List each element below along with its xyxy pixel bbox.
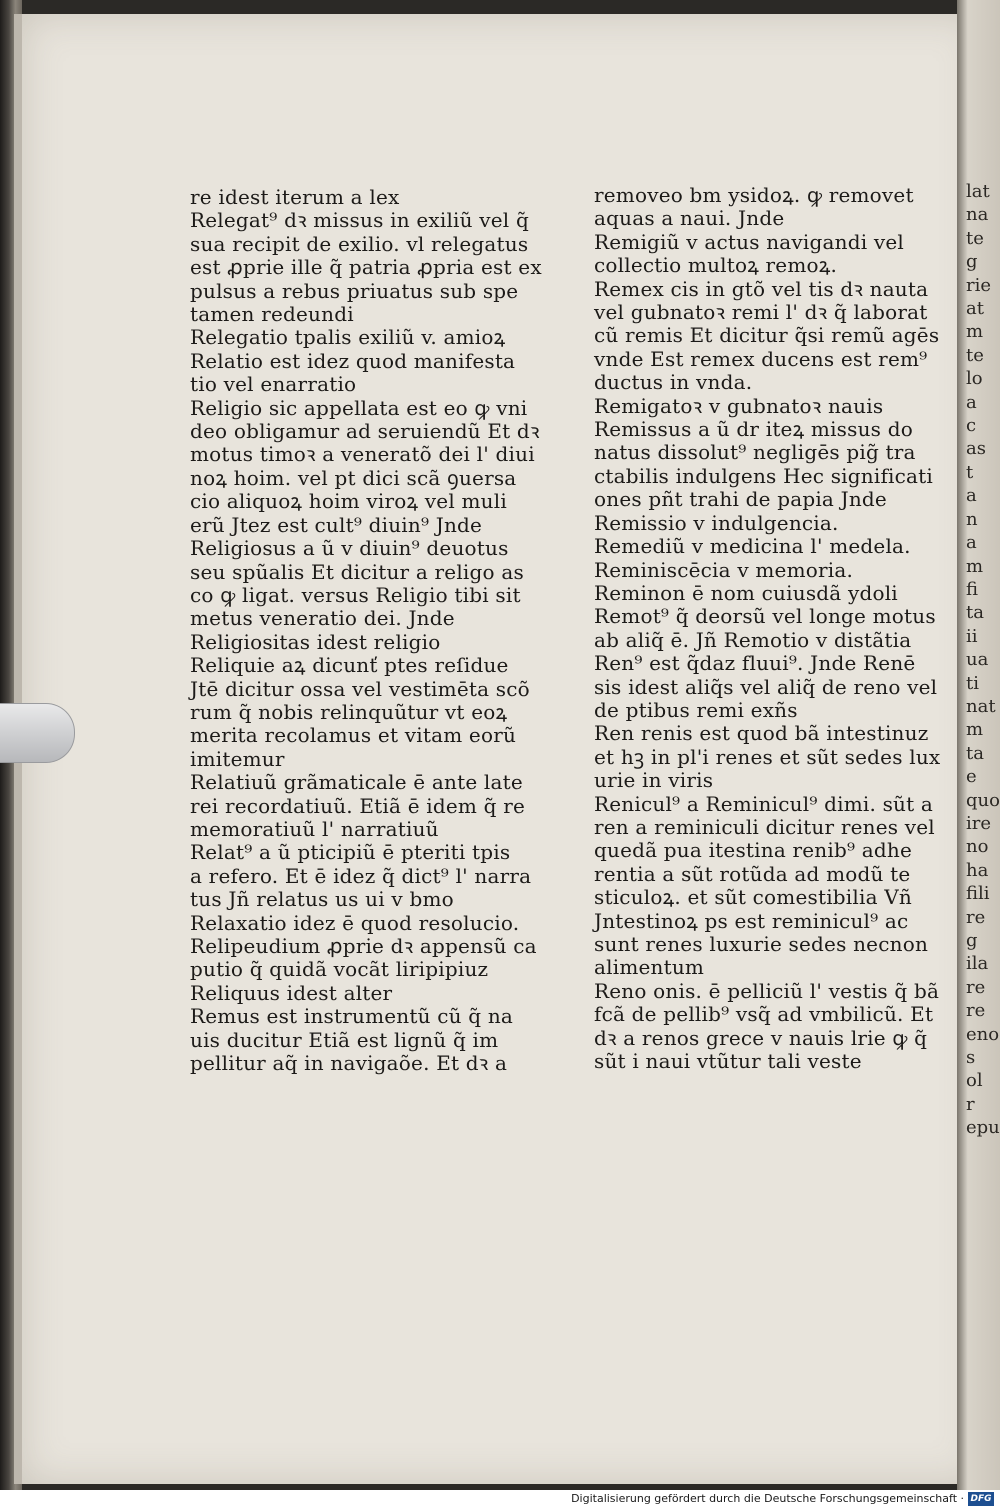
text-line: Reno onis. ē pelliciũ l' vestis q̃ bã — [594, 978, 940, 1003]
margin-fragment: as — [966, 438, 986, 460]
text-line: removeo bm ysidoꝝ. ꝙ removet — [594, 183, 914, 207]
margin-fragment: quo — [966, 789, 1000, 811]
margin-fragment: m — [966, 555, 984, 577]
margin-fragment: no — [966, 836, 989, 858]
text-line: Remot⁹ q̃ deorsũ vel longe motus — [594, 604, 936, 629]
text-line: tio vel enarratio — [190, 372, 357, 397]
text-column-right — [594, 183, 941, 1074]
text-line: Ren renis est quod bã intestinuz — [594, 721, 929, 746]
text-line: cio aliquoꝝ hoim viroꝝ vel muli — [190, 489, 507, 514]
margin-fragment: m — [966, 321, 984, 343]
text-line: a refero. Et ē idez q̃ dict⁹ l' narra — [190, 863, 532, 888]
margin-fragment: ta — [966, 602, 984, 624]
margin-fragment: a — [966, 391, 977, 413]
text-line: Jntestinoꝝ ps est reminicul⁹ ac — [594, 908, 909, 933]
text-line: Reliquie aꝝ dicunť ptes reſidue — [190, 653, 509, 678]
text-line: noꝝ hoim. vel pt dici scã ꝯuersa — [190, 465, 517, 490]
margin-fragment: e — [966, 766, 977, 788]
facing-page-text-fragments — [966, 180, 1000, 1140]
margin-fragment: a — [966, 485, 977, 507]
text-line: tamen redeundi — [190, 302, 354, 327]
text-line: Remissus a ũ dr iteꝝ missus do — [594, 417, 913, 442]
margin-fragment: re — [966, 976, 986, 998]
margin-fragment: ii — [966, 625, 978, 647]
text-line: ones pñt trahi de papia Jnde — [594, 487, 887, 512]
margin-fragment: ta — [966, 742, 984, 764]
margin-fragment: ti — [966, 672, 979, 694]
text-line: aquas a naui. Jnde — [594, 206, 785, 231]
text-line: metus veneratio dei. Jnde — [190, 606, 455, 631]
text-line: Reminiscēcia v memoria. — [594, 557, 854, 582]
footer-credit: Digitalisierung gefördert durch die Deutsche Forschungsgemeinschaft · — [571, 1492, 964, 1505]
text-line: tus Jñ relatus us ui v bmo — [190, 887, 454, 912]
text-line: Religio sic appellata est eo ꝙ vni — [190, 395, 528, 420]
text-line: Renicul⁹ a Reminicul⁹ dimi. sũt a — [594, 791, 934, 816]
text-line: urie in viris — [594, 768, 714, 793]
margin-fragment: ua — [966, 649, 989, 671]
dfg-logo: DFG — [968, 1492, 994, 1506]
text-line: motus timoꝛ a veneratõ dei l' diui — [190, 442, 535, 467]
text-line: Remus est instrumentũ cũ q̃ na — [190, 1004, 514, 1029]
margin-fragment: re — [966, 906, 986, 928]
margin-fragment: at — [966, 298, 984, 320]
text-line: collectio multoꝝ remoꝝ. — [594, 253, 838, 278]
margin-fragment: g — [966, 251, 978, 273]
margin-fragment: m — [966, 719, 984, 741]
text-line: vnde Est remex ducens est rem⁹ — [594, 346, 928, 371]
margin-fragment: te — [966, 344, 984, 366]
text-line: Reminon ē nom cuiusdã ydoli — [594, 580, 898, 605]
text-line: Relegatio tpalis exiliũ v. amioꝝ — [190, 325, 506, 350]
margin-fragment: re — [966, 1000, 986, 1022]
text-line: erũ Jtez est cult⁹ diuin⁹ Jnde — [190, 512, 483, 537]
text-line: Relatio est idez quod manifesta — [190, 348, 516, 373]
text-line: Remex cis in gtõ vel tis dꝛ nauta — [594, 276, 929, 301]
text-line: sis idest aliq̃s vel aliq̃ de reno vel — [594, 674, 938, 699]
text-line: Religiosus a ũ v diuin⁹ deuotus — [190, 536, 509, 561]
text-line: memoratiuũ l' narratiuũ — [190, 816, 439, 841]
text-line: ctabilis indulgens Hec significati — [594, 463, 934, 488]
text-line: rei recordatiuũ. Etiã ē idem q̃ re — [190, 793, 526, 818]
margin-fragment: t — [966, 461, 974, 483]
text-line: merita recolamus et vitam eorũ — [190, 723, 517, 748]
text-line: Religiositas idest religio — [190, 629, 441, 654]
margin-fragment: fili — [966, 883, 990, 905]
text-line: ab aliq̃ ē. Jñ Remotio v distãtia — [594, 627, 912, 652]
text-line: Remigiũ v actus navigandi vel — [594, 229, 905, 254]
text-line: Remediũ v medicina l' medela. — [594, 534, 911, 559]
text-line: vel gubnatoꝛ remi l' dꝛ q̃ laborat — [594, 300, 928, 325]
margin-fragment: c — [966, 415, 977, 437]
text-line: pulsus a rebus priuatus sub spe — [190, 278, 519, 303]
text-line: sticuloꝝ. et sũt comestibilia Vñ — [594, 885, 912, 910]
margin-fragment: lat — [966, 181, 990, 202]
text-line: cũ remis Et dicitur q̃si remũ agēs — [594, 323, 940, 348]
text-line: Relaxatio idez ē quod resolucio. — [190, 910, 520, 935]
text-line: pellitur aq̃ in navigaõe. Et dꝛ a — [190, 1051, 508, 1076]
margin-fragment: nat — [966, 695, 996, 717]
text-line: Jtē dicitur ossa vel vestimēta scõ — [190, 676, 530, 701]
margin-fragment: ire — [966, 812, 992, 834]
margin-fragment: a — [966, 532, 977, 554]
text-line: ductus in vnda. — [594, 370, 753, 395]
text-line: rum q̃ nobis relinquũtur vt eoꝝ — [190, 699, 508, 724]
margin-fragment: fi — [966, 578, 979, 600]
margin-fragment: te — [966, 227, 984, 249]
text-line: putio q̃ quidã vocãt liripipiuz — [190, 957, 489, 982]
text-line: quedã pua itestina renib⁹ adhe — [594, 838, 912, 863]
margin-fragment: rie — [966, 274, 992, 296]
text-line: seu spũalis Et dicitur a religo as — [190, 559, 524, 584]
text-line: Relipeudium ꝓprie dꝛ appensũ ca — [190, 934, 537, 958]
text-line: sũt i naui vtũtur tali veste — [594, 1049, 862, 1074]
text-line: alimentum — [594, 955, 705, 980]
margin-fragment: r — [966, 1093, 975, 1115]
margin-fragment: ha — [966, 859, 989, 881]
text-line: Relatiuũ grãmaticale ē ante late — [190, 770, 523, 795]
text-line: et hꝫ in pl'i renes et sũt sedes lux — [594, 744, 941, 769]
footer-bar — [0, 1490, 1000, 1509]
text-line: Remigatoꝛ v gubnatoꝛ nauis — [594, 393, 884, 418]
margin-fragment: s — [966, 1047, 976, 1069]
text-line: fcã de pellib⁹ vsq̃ ad vmbilicũ. Et — [594, 1002, 934, 1027]
text-line: Remissio v indulgencia. — [594, 510, 839, 535]
text-line: Relat⁹ a ũ pticipiũ ē pteriti tpis — [190, 840, 511, 865]
text-line: dꝛ a renos grece v nauis lrie ꝙ q̃ — [594, 1025, 928, 1050]
text-column-left — [190, 185, 542, 1076]
margin-fragment: ol — [966, 1070, 983, 1092]
text-line: Relegat⁹ dꝛ missus in exiliũ vel q̃ — [190, 208, 529, 233]
text-line: de ptibus remi exñs — [594, 697, 798, 722]
text-line: Reliquus idest alter — [190, 980, 393, 1005]
margin-fragment: n — [966, 508, 978, 530]
page-clip — [0, 703, 75, 763]
text-line: Ren⁹ est q̃daz fluui⁹. Jnde Renē — [594, 651, 916, 676]
text-line: deo obligamur ad seruiendũ Et dꝛ — [190, 419, 540, 444]
text-line: rentia a sũt rotũda ad modũ te — [594, 861, 911, 886]
margin-fragment: eno — [966, 1023, 1000, 1045]
text-line: co ꝙ ligat. versus Religio tibi sit — [190, 582, 521, 607]
margin-fragment: epu — [966, 1117, 1000, 1139]
margin-fragment: lo — [966, 368, 983, 390]
margin-fragment: na — [966, 204, 989, 226]
text-line: natus dissolut⁹ negligēs pig̃ tra — [594, 440, 916, 465]
text-line: sunt renes luxurie sedes necnon — [594, 932, 929, 956]
margin-fragment: g — [966, 930, 978, 951]
text-line: uis ducitur Etiã est lignũ q̃ im — [190, 1027, 499, 1052]
text-line: re idest iterum a lex — [190, 185, 400, 209]
text-line: imitemur — [190, 746, 285, 771]
margin-fragment: ila — [966, 953, 989, 975]
text-line: ren a reminiculi dicitur renes vel — [594, 814, 935, 839]
text-line: est ꝓprie ille q̃ patria ꝓpria est ex — [190, 255, 542, 280]
text-line: sua recipit de exilio. vl relegatus — [190, 231, 529, 256]
